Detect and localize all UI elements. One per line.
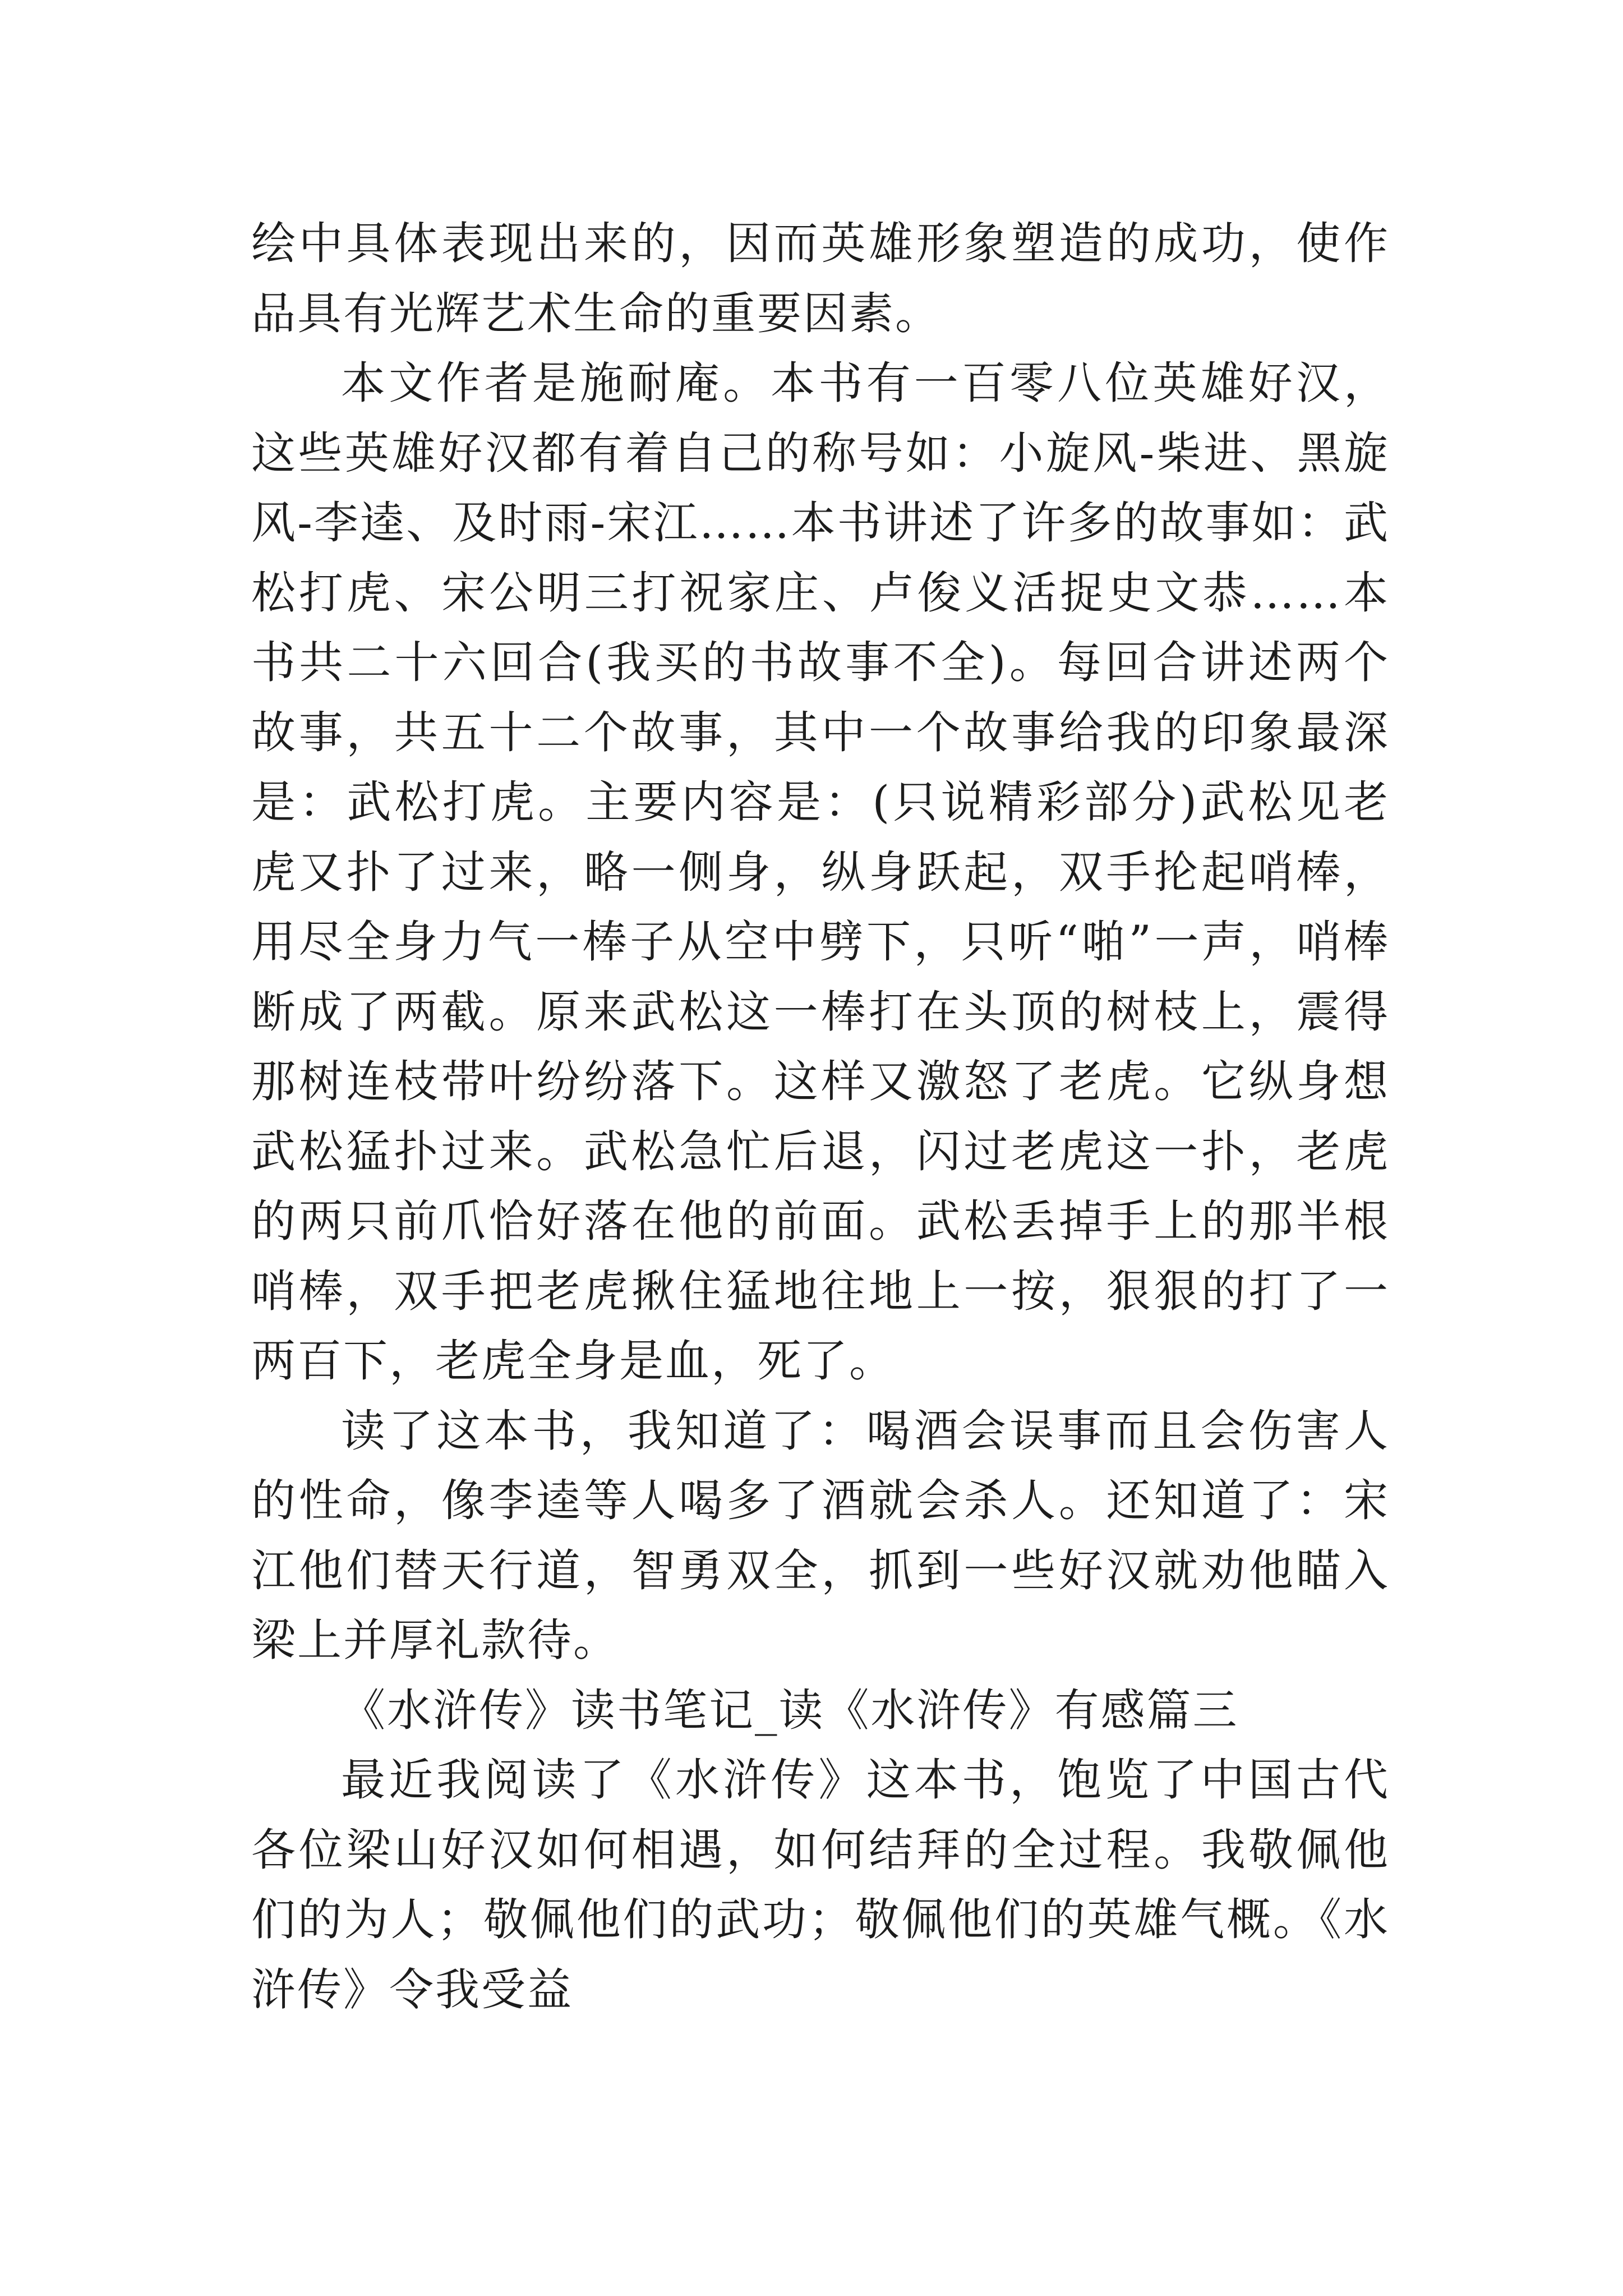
paragraph-section-three: 最近我阅读了《水浒传》这本书，饱览了中国古代各位梁山好汉如何相遇，如何结拜的全过程。我敬佩他们的为人；敬佩他们的武功；敬佩他们的英雄气概。《水浒传》令我受益 <box>251 1754 1390 2016</box>
paragraph-continuation: 绘中具体表现出来的，因而英雄形象塑造的成功，使作品具有光辉艺术生命的重要因素。 <box>251 218 1390 339</box>
paragraph-author-intro: 本文作者是施耐庵。本书有一百零八位英雄好汉，这些英雄好汉都有着自己的称号如：小旋风-柴进、黑旋风-李逵、及时雨-宋江……本书讲述了许多的故事如：武松打虎、宋公明三打祝家庄、卢俊义活捉史文恭……本书共二十六回合(我买的书故事不全)。每回合讲述两个故事，共五十二个故事，其中一个故事给我的印象最深是：武松打虎。主要内容是：(只说精彩部分)武松见老虎又扑了过来，略一侧身，纵身跃起，双手抡起哨棒，用尽全身力气一棒子从空中劈下，只听“啪”一声，哨棒断成了两截。原来武松这一棒打在头顶的树枝上，震得那树连枝带叶纷纷落下。这样又激怒了老虎。它纵身想武松猛扑过来。武松急忙后退，闪过老虎这一扑，老虎的两只前爪恰好落在他的前面。武松丢掉手上的那半根哨棒，双手把老虎揪住猛地往地上一按，狠狠的打了一两百下，老虎全身是血，死了。 <box>251 357 1390 1387</box>
section-heading: 《水浒传》读书笔记_读《水浒传》有感篇三 <box>341 1684 1239 1736</box>
paragraph-reflection: 读了这本书，我知道了：喝酒会误事而且会伤害人的性命，像李逵等人喝多了酒就会杀人。还知道了：宋江他们替天行道，智勇双全，抓到一些好汉就劝他瞄入梁上并厚礼款待。 <box>251 1405 1390 1666</box>
document-body <box>251 209 1390 2024</box>
